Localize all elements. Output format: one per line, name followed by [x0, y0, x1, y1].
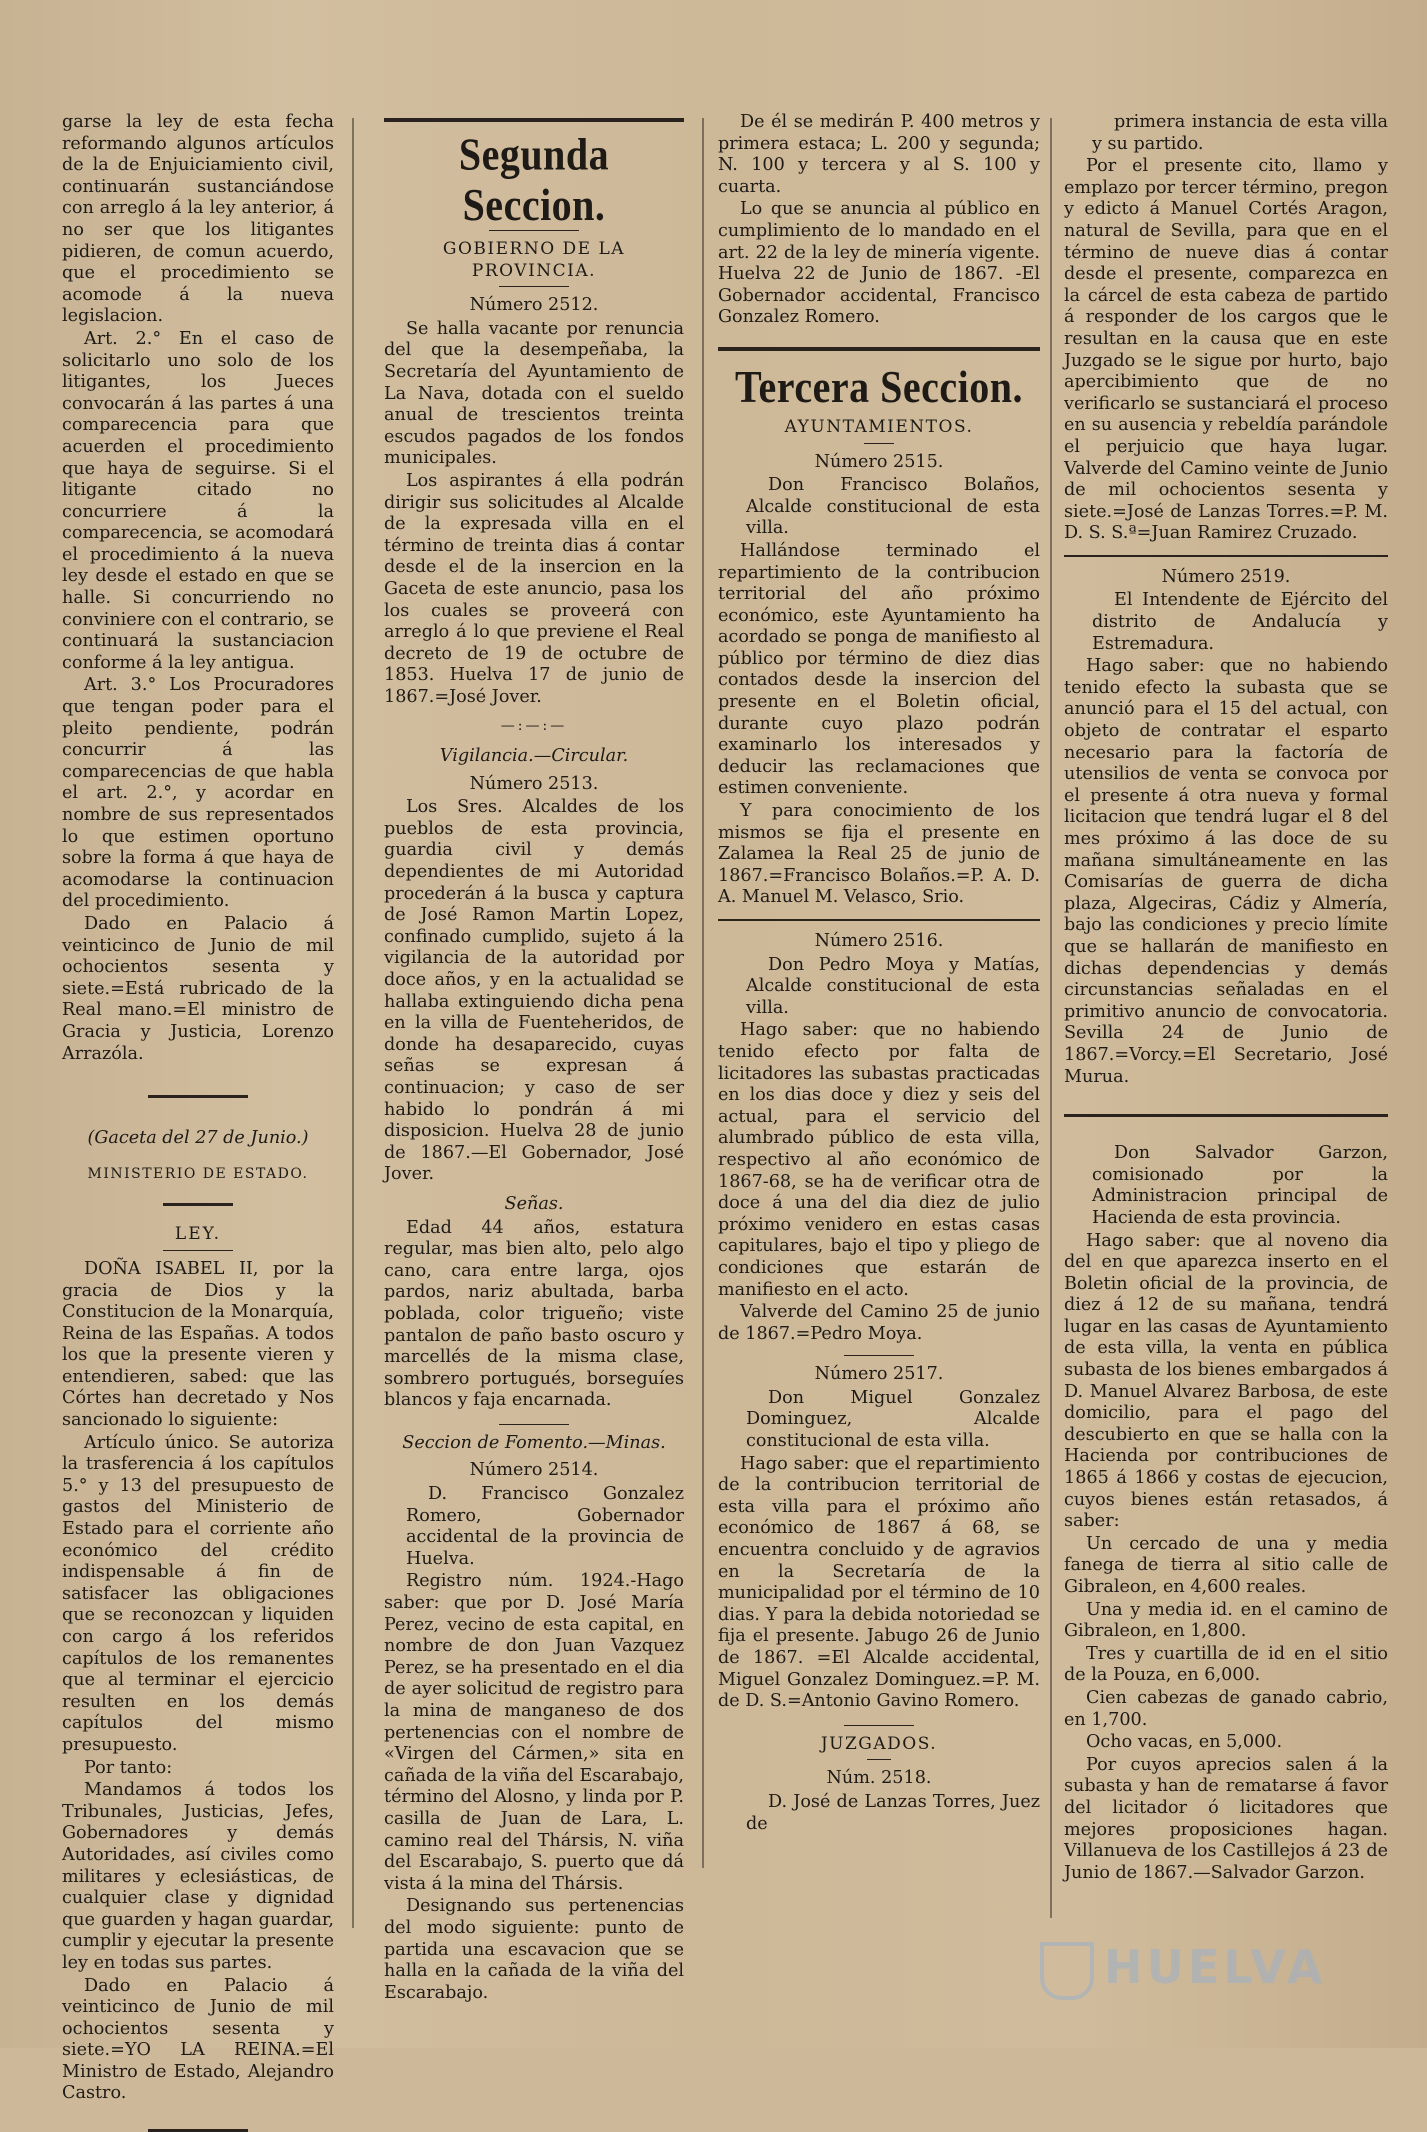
paragraph: Dado en Palacio á veinticinco de Junio de mil ochocientos sesenta y siete.=Está rubricado de la Real mano.=El ministro de Gracia y Justicia, Lorenzo Arrazóla.: [62, 913, 334, 1064]
column-divider: [702, 118, 704, 1868]
paragraph: Designando sus pertenencias del modo siguiente: punto de partida una escavacion que se halla en la cañada de la viña del Escarabajo.: [384, 1896, 684, 2003]
paragraph: Don Miguel Gonzalez Dominguez, Alcalde constitucional de esta villa.: [746, 1387, 1040, 1452]
paragraph: Registro núm. 1924.-Hago saber: que por D. José María Perez, vecino de esta capital, en nombre de don Juan Vazquez Perez, se ha presentado en el dia de ayer solicitud de registro para la mina de manganeso de dos pertenencias con el nombre de «Virgen del Cármen,» sita en cañada de la viña del Escarabajo, término del Alosno, y linda por P. casilla de Juan de Lara, L. camino real del Thársis, N. viña del Escarabajo, S. puerto que dá vista á la mina del Thársis.: [384, 1571, 684, 1894]
paragraph: Don Pedro Moya y Matías, Alcalde constitucional de esta villa.: [746, 954, 1040, 1018]
section-rule: [384, 118, 684, 122]
huelva-watermark-logo: [1040, 1940, 1326, 2000]
notice-number: Número 2512.: [469, 295, 599, 316]
gaceta-note: (Gaceta del 27 de Junio.): [87, 1128, 309, 1149]
paragraph: Edad 44 años, estatura regular, mas bien alto, pelo algo cano, cara entre larga, ojos pardos, nariz abultada, barba poblada, color trigueño; viste pantalon de paño basto oscuro y marcellés de la misma clase, sombrero portugués, borseguíes blancos y faja encarnada.: [384, 1217, 684, 1411]
paragraph: Don Salvador Garzon, comisionado por la Administracion principal de Hacienda de esta provincia.: [1092, 1143, 1388, 1228]
paragraph: Por el presente cito, llamo y emplazo por tercer término, pregon y edicto á Manuel Cortés Aragon, natural de Sevilla, para que en el término de nueve dias á contar desde el presente, comparezca en la cárcel de esta cabeza de partido á responder de los cargos que le resultan en la causa que en este Juzgado se le sigue por hurto, bajo apercibimiento que de no verificarlo se sustanciará el proceso en su ausencia y rebeldía parándole el perjuicio que haya lugar. Valverde del Camino veinte de Junio de mil ochocientos sesenta y siete.=José de Lanzas Torres.=P. M. D. S. S.ª=Juan Ramirez Cruzado.: [1064, 156, 1388, 544]
paragraph: D. José de Lanzas Torres, Juez de: [746, 1791, 1040, 1834]
shield-icon: [1040, 1942, 1094, 2000]
paragraph: Mandamos á todos los Tribunales, Justicias, Jefes, Gobernadores y demás Autoridades, así civiles como militares y eclesiásticas, de cualquier clase y dignidad que guarden y hagan guardar, cumplir y ejecutar la presente ley en todas sus partes.: [62, 1780, 334, 1973]
separator: [499, 1424, 569, 1425]
notice-number: Número 2515.: [814, 451, 944, 472]
notice-number: Número 2513.: [469, 773, 599, 794]
ornament: —:—:—: [500, 718, 568, 735]
subheading: Vigilancia.—Circular.: [439, 746, 629, 767]
paragraph: Tres y cuartilla de id en el sitio de la Pouza, en 6,000.: [1064, 1643, 1388, 1686]
paragraph: Un cercado de una y media fanega de tierra al sitio calle de Gibraleon, en 4,600 reales.: [1064, 1533, 1388, 1597]
paragraph: Art. 3.° Los Procuradores que tengan poder para el pleito pendiente, podrán concurrir á las comparecencias de que habla el art. 2.°, y acordar en nombre de sus representados lo que estimen oportuno sobre la forma á que haya de acomodarse la continuacion del procedimiento.: [62, 675, 334, 912]
paragraph: Por tanto:: [84, 1757, 173, 1778]
ayuntamientos-heading: AYUNTAMIENTOS.: [784, 416, 974, 437]
notice-number: Núm. 2518.: [826, 1768, 932, 1789]
column-divider: [352, 118, 354, 1928]
notice-number: Número 2516.: [814, 931, 944, 951]
separator: [1064, 1114, 1388, 1117]
paragraph: Lo que se anuncia al público en cumplimiento de lo mandado en el art. 22 de la ley de minería vigente. Huelva 22 de Junio de 1867. -El Gobernador accidental, Francisco Gonzalez Romero.: [718, 199, 1040, 328]
paragraph: primera instancia de esta villa y su partido.: [1092, 112, 1388, 154]
notice-number: Número 2519.: [1161, 566, 1291, 587]
column-divider: [1050, 118, 1052, 1918]
paragraph: Hallándose terminado el repartimiento de la contribucion territorial del año próximo económico, este Ayuntamiento ha acordado se ponga de manifiesto al público por término de diez dias contados desde la insercion del presente en el Boletin oficial, durante cuyo plazo podrán examinarlo los interesados y deducir las reclamaciones que estimen conveniente.: [718, 540, 1040, 799]
separator: [1064, 555, 1388, 557]
subheading: Señas.: [504, 1193, 564, 1214]
ministerio-heading: MINISTERIO DE ESTADO.: [87, 1165, 309, 1182]
paragraph: Los Sres. Alcaldes de los pueblos de esta provincia, guardia civil y demás dependientes de mi Autoridad procederán á la busca y captura de José Ramon Martin Lopez, confinado cumplido, sujeto á la vigilancia de la autoridad por doce años, y en la actualidad se hallaba extinguiendo dicha pena en la villa de Fuenteheridos, de donde ha desaparecido, cuyas señas se expresan á continuacion; y caso de ser habido lo pondrán á mi disposicion. Huelva 28 de junio de 1867.—El Gobernador, José Jover.: [384, 797, 684, 1185]
separator: [718, 919, 1040, 921]
ley-heading: LEY.: [174, 1224, 222, 1245]
section-rule: [718, 347, 1040, 351]
juzgados-heading: JUZGADOS.: [820, 1733, 938, 1754]
paragraph: Hago saber: que no habiendo tenido efecto por falta de licitadores las subastas practicadas en los dias doce y diez y seis del actual, para el servicio del alumbrado público de esta villa, respectivo al año económico de 1867-68, se ha de verificar otra de doce á una del dia diez de julio próximo venidero en estas casas capitulares, bajo el tipo y pliego de condiciones que estarán de manifiesto en el acto.: [718, 1020, 1040, 1300]
notice-number: Número 2514.: [469, 1460, 599, 1481]
subheading: Seccion de Fomento.—Minas.: [402, 1432, 666, 1453]
paragraph: Y para conocimiento de los mismos se fija el presente en Zalamea la Real 25 de junio de 1867.=Francisco Bolaños.=P. A. D. A. Manuel M. Velasco, Srio.: [718, 801, 1040, 908]
paragraph: Hago saber: que al noveno dia del en que aparezca inserto en el Boletin oficial de la provincia, de diez á 12 de su mañana, tendrá lugar en las casas de Ayuntamiento de esta villa, la venta en pública subasta de los bienes embargados á D. Manuel Alvarez Barbosa, de este domicilio, para el pago del descubierto en que se halla con la Hacienda por contribuciones de 1865 á 1866 y costas de ejecucion, cuyos bienes están retasados, á saber:: [1064, 1230, 1388, 1532]
separator: [163, 1203, 233, 1206]
paragraph: Hago saber: que el repartimiento de la contribucion territorial de esta villa para el próximo año económico de 1867 á 68, se encuentra concluido y de agravios en la Secretaría de la municipalidad por el término de 10 dias. Y para la debida notoriedad se fija el presente. Jabugo 26 de Junio de 1867. =El Alcalde accidental, Miguel Gonzalez Dominguez.=P. M. de D. S.=Antonio Gavino Romero.: [718, 1453, 1040, 1712]
paragraph: Ocho vacas, en 5,000.: [1086, 1732, 1283, 1753]
column-3: [718, 112, 1040, 1962]
paragraph: El Intendente de Ejército del distrito de Andalucía y Estremadura.: [1092, 590, 1388, 654]
paragraph: Los aspirantes á ella podrán dirigir sus solicitudes al Alcalde de la expresada villa en el término de treinta dias á contar desde el de la insercion en la Gaceta de este anuncio, pasa los los cuales se proveerá con arreglo á lo que previene el Real decreto de 19 de octubre de 1853. Huelva 17 de junio de 1867.=José Jover.: [384, 470, 684, 707]
separator: [867, 1759, 891, 1760]
separator: [499, 286, 569, 287]
separator: [844, 1355, 914, 1356]
paragraph: Dado en Palacio á veinticinco de Junio de mil ochocientos sesenta y siete.=YO LA REINA.=El Ministro de Estado, Alejandro Castro.: [62, 1975, 334, 2104]
section-title: Segunda Seccion.: [458, 128, 610, 231]
paragraph: Hago saber: que no habiendo tenido efecto la subasta que se anunció para el 15 del actual, con objeto de contratar el esparto necesario para la factoría de utensilios de venta se convoca por el presente á otra nueva y formal licitacion que tendrá lugar el 8 del mes próximo á las doce de su mañana simultáneamente en las Comisarías de guerra de dicha plaza, Algeciras, Cádiz y Almería, bajo las condiciones y precio límite que se hallarán de manifiesto en dichas dependencias y demás circunstancias señaladas en el primitivo anuncio de convocatoria. Sevilla 24 de Junio de 1867.=Vorcy.=El Secretario, José Murua.: [1064, 656, 1388, 1087]
paragraph: Cien cabezas de ganado cabrio, en 1,700.: [1064, 1687, 1388, 1730]
gobierno-heading: GOBIERNO DE LA PROVINCIA.: [442, 239, 626, 281]
column-1: [62, 112, 334, 2104]
watermark-text: HUELVA: [1104, 1940, 1327, 1994]
paragraph: Artículo único. Se autoriza la trasferencia á los capítulos 5.° y 13 del presupuesto de gastos del Ministerio de Estado para el corriente año económico del crédito indispensable á fin de satisfacer las obligaciones que se reconozcan y liquiden con cargo á los referidos capítulos de los remanentes que al terminar el ejercicio resulten en los demás capítulos del mismo presupuesto.: [62, 1432, 334, 1755]
paragraph: D. Francisco Gonzalez Romero, Gobernador accidental de la provincia de Huelva.: [406, 1484, 684, 1569]
separator: [163, 1250, 233, 1251]
separator: [864, 443, 894, 444]
paragraph: garse la ley de esta fecha reformando algunos artículos de la de Enjuiciamiento civil, continuarán sustanciándose con arreglo á la ley anterior, á no ser que los litigantes pidieren, de comun acuerdo, que el procedimiento se acomode á la nueva legislacion.: [62, 112, 334, 327]
separator: [148, 1095, 248, 1098]
paragraph: DOÑA ISABEL II, por la gracia de Dios y la Constitucion de la Monarquía, Reina de las Españas. A todos los que la presente vieren y entendieren, sabed: que las Córtes han decretado y Nos sancionado lo siguiente:: [62, 1258, 334, 1431]
separator: [844, 1725, 914, 1726]
section-title: Tercera Seccion.: [735, 360, 1023, 413]
notice-number: Número 2517.: [814, 1364, 944, 1385]
paragraph: Art. 2.° En el caso de solicitarlo uno solo de los litigantes, los Jueces convocarán á las partes á una comparecencia para que acuerden el procedimiento que haya de seguirse. Si el litigante citado no concurriere á la comparecencia, se acomodará el procedimiento á la nueva ley desde el estado en que se halle. Si concurriendo no conviniere con el contrario, se continuará la sustanciacion conforme á la ley antigua.: [62, 328, 334, 673]
paragraph: Una y media id. en el camino de Gibraleon, en 1,800.: [1064, 1599, 1388, 1642]
paragraph: Don Francisco Bolaños, Alcalde constitucional de esta villa.: [746, 475, 1040, 539]
column-2: [384, 112, 684, 2003]
paragraph: Valverde del Camino 25 de junio de 1867.=Pedro Moya.: [718, 1302, 1040, 1344]
column-4: [1064, 112, 1388, 1962]
paragraph: De él se medirán P. 400 metros y primera estaca; L. 200 y segunda; N. 100 y tercera y al S. 100 y cuarta.: [718, 112, 1040, 197]
paragraph: Por cuyos aprecios salen á la subasta y han de rematarse á favor del licitador ó licitadores que mejores proposiciones hagan. Villanueva de los Castillejos á 23 de Junio de 1867.—Salvador Garzon.: [1064, 1754, 1388, 1883]
paragraph: Se halla vacante por renuncia del que la desempeñaba, la Secretaría del Ayuntamiento de La Nava, dotada con el sueldo anual de trescientos treinta escudos pagados de los fondos municipales.: [384, 318, 684, 469]
